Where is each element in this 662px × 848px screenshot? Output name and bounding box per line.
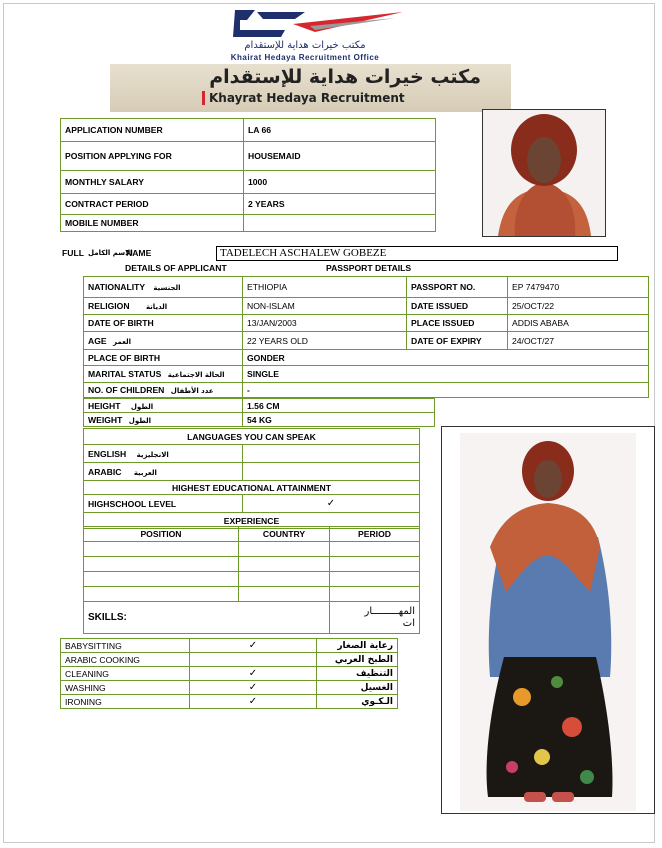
table-row [84,572,420,587]
full-body-photo [441,426,655,814]
place-issued-label: PLACE ISSUED [407,315,508,332]
height-value: 1.56 CM [243,399,435,413]
experience-header-country: COUNTRY [239,527,330,542]
details-table [83,276,649,398]
nationality-label-cell [84,277,243,298]
position-label: POSITION APPLYING FOR [61,142,244,171]
dob-label-cell [84,315,243,332]
english-value [243,445,420,463]
salary-value: 1000 [244,171,436,194]
mobile-label: MOBILE NUMBER [61,215,244,232]
experience-header-period: PERIOD [330,527,420,542]
nationality-label: NATIONALITY [88,282,145,292]
table-row [84,542,420,557]
skill-babysitting-label: BABYSITTING [61,639,190,653]
skill-ironing-checkmark: ✓ [190,695,317,709]
marital-label: MARITAL STATUS [88,369,162,379]
date-issued-label: DATE ISSUED [407,298,508,315]
experience-header-position: POSITION [84,527,239,542]
dob-value: 13/JAN/2003 [243,315,407,332]
details-row [84,298,649,315]
passport-no-label: PASSPORT NO. [407,277,508,298]
languages-heading: LANGUAGES YOU CAN SPEAK [84,429,420,445]
date-issued-value: 25/OCT/22 [508,298,649,315]
logo-english-text: Khairat Hedaya Recruitment Office [230,53,380,62]
skill-cooking-checkmark [190,653,317,667]
experience-cell [330,587,420,602]
skill-cleaning-arabic: التنظيف [317,667,398,681]
full-name-value [216,246,618,261]
experience-cell [84,587,239,602]
experience-cell [84,572,239,587]
skill-cleaning-checkmark: ✓ [190,667,317,681]
education-level: HIGHSCHOOL LEVEL [84,495,243,513]
nationality-arabic: الجنسية [153,284,181,292]
experience-cell [239,542,330,557]
pob-label: PLACE OF BIRTH [88,352,161,363]
banner-arabic-text: مكتب خيرات هداية للإستقدام [209,66,481,88]
experience-cell [239,587,330,602]
details-row [84,399,435,413]
education-row [84,495,420,513]
skill-ironing-label: IRONING [61,695,190,709]
skill-cleaning-label: CLEANING [61,667,190,681]
skill-washing-checkmark: ✓ [190,681,317,695]
full-name-label-name: NAME [126,248,152,258]
details-row [84,332,649,350]
skills-table [60,638,398,709]
body-measure-table [83,398,435,427]
dob-label: DATE OF BIRTH [88,318,154,328]
english-label: ENGLISH [88,448,127,459]
application-row [61,194,436,215]
english-arabic: الانجليزية [136,450,169,459]
children-label: NO. OF CHILDREN [88,385,165,395]
contract-label: CONTRACT PERIOD [61,194,244,215]
language-row [84,463,420,481]
application-row [61,215,436,232]
skill-babysitting-arabic: رعاية الصغار [317,639,398,653]
age-value: 22 YEARS OLD [243,332,407,350]
height-label-cell [84,399,243,413]
height-label: HEIGHT [88,400,121,411]
logo-mark-icon [165,6,445,40]
children-label-cell [84,383,243,398]
details-row [84,350,649,366]
age-label: AGE [88,335,107,346]
skills-label: SKILLS: [84,602,330,634]
skill-cooking-label: ARABIC COOKING [61,653,190,667]
skill-washing-arabic: الغسيل [317,681,398,695]
application-row [61,171,436,194]
marital-value: SINGLE [243,366,649,383]
experience-header-row [84,527,420,542]
weight-value: 54 KG [243,413,435,427]
passport-heading: PASSPORT DETAILS [326,263,412,273]
marital-arabic: الحالة الاجتماعية [167,371,225,379]
details-heading: DETAILS OF APPLICANT [125,263,227,273]
skill-row [61,653,398,667]
arabic-label-cell [84,463,243,481]
religion-value: NON-ISLAM [243,298,407,315]
logo-arabic-text: مكتب خيرات هداية للإستقدام [244,40,366,51]
experience-cell [330,557,420,572]
experience-cell [330,542,420,557]
company-logo [165,6,445,62]
details-row [84,366,649,383]
skill-ironing-arabic: الـكـوي [317,695,398,709]
education-heading: HIGHEST EDUCATIONAL ATTAINMENT [84,481,420,495]
full-name-row [60,246,620,261]
table-row [84,587,420,602]
portrait-photo [482,109,606,237]
application-row [61,142,436,171]
date-expiry-value: 24/OCT/27 [508,332,649,350]
skills-row [84,602,420,634]
children-value: - [243,383,649,398]
religion-label-cell [84,298,243,315]
experience-table [83,526,420,634]
religion-label: RELIGION [88,301,130,311]
full-name-label-arabic: الاسم الكامل [88,249,133,257]
religion-arabic: الديانة [145,303,168,311]
skills-arabic-cell [330,602,420,634]
skill-row [61,681,398,695]
application-table [60,118,436,232]
passport-no-value: EP 7479470 [508,277,649,298]
company-banner [110,64,511,112]
experience-cell [239,572,330,587]
weight-label: WEIGHT [88,414,123,425]
full-name-text: TADELECH ASCHALEW GOBEZE [220,247,387,259]
weight-arabic: الطول [128,416,152,425]
experience-cell [84,542,239,557]
pob-label-cell [84,350,243,366]
mobile-value [244,215,436,232]
application-number-value: LA 66 [244,119,436,142]
details-row [84,413,435,427]
salary-label: MONTHLY SALARY [61,171,244,194]
experience-cell [84,557,239,572]
details-row [84,277,649,298]
marital-label-cell [84,366,243,383]
education-checkmark: ✓ [243,495,420,513]
skill-row [61,695,398,709]
children-arabic: عدد الأطفال [170,387,214,395]
position-value: HOUSEMAID [244,142,436,171]
skills-arabic-line1: المهـــــــــار [364,605,415,617]
arabic-arabic: العربية [133,468,157,477]
skill-washing-label: WASHING [61,681,190,695]
application-number-label: APPLICATION NUMBER [61,119,244,142]
full-name-label-full: FULL [62,248,84,258]
english-label-cell [84,445,243,463]
application-row [61,119,436,142]
date-expiry-label: DATE OF EXPIRY [407,332,508,350]
skill-babysitting-checkmark: ✓ [190,639,317,653]
nationality-value: ETHIOPIA [243,277,407,298]
height-arabic: الطول [130,402,154,411]
arabic-label: ARABIC [88,466,122,477]
language-row [84,445,420,463]
details-row [84,315,649,332]
weight-label-cell [84,413,243,427]
details-row [84,383,649,398]
contract-value: 2 YEARS [244,194,436,215]
arabic-value [243,463,420,481]
table-row [84,557,420,572]
pob-value: GONDER [243,350,649,366]
languages-heading-row [84,429,420,445]
skill-row [61,639,398,653]
education-heading-row [84,481,420,495]
skill-row [61,667,398,681]
experience-cell [330,572,420,587]
experience-cell [239,557,330,572]
languages-table [83,428,420,529]
experience-heading: EXPERIENCE [84,513,420,529]
skills-arabic-line2: ات [402,617,415,629]
banner-english-text: Khayrat Hedaya Recruitment [202,91,405,105]
age-arabic: العمر [113,337,132,346]
place-issued-value: ADDIS ABABA [508,315,649,332]
skill-cooking-arabic: الطبخ العربي [317,653,398,667]
age-label-cell [84,332,243,350]
